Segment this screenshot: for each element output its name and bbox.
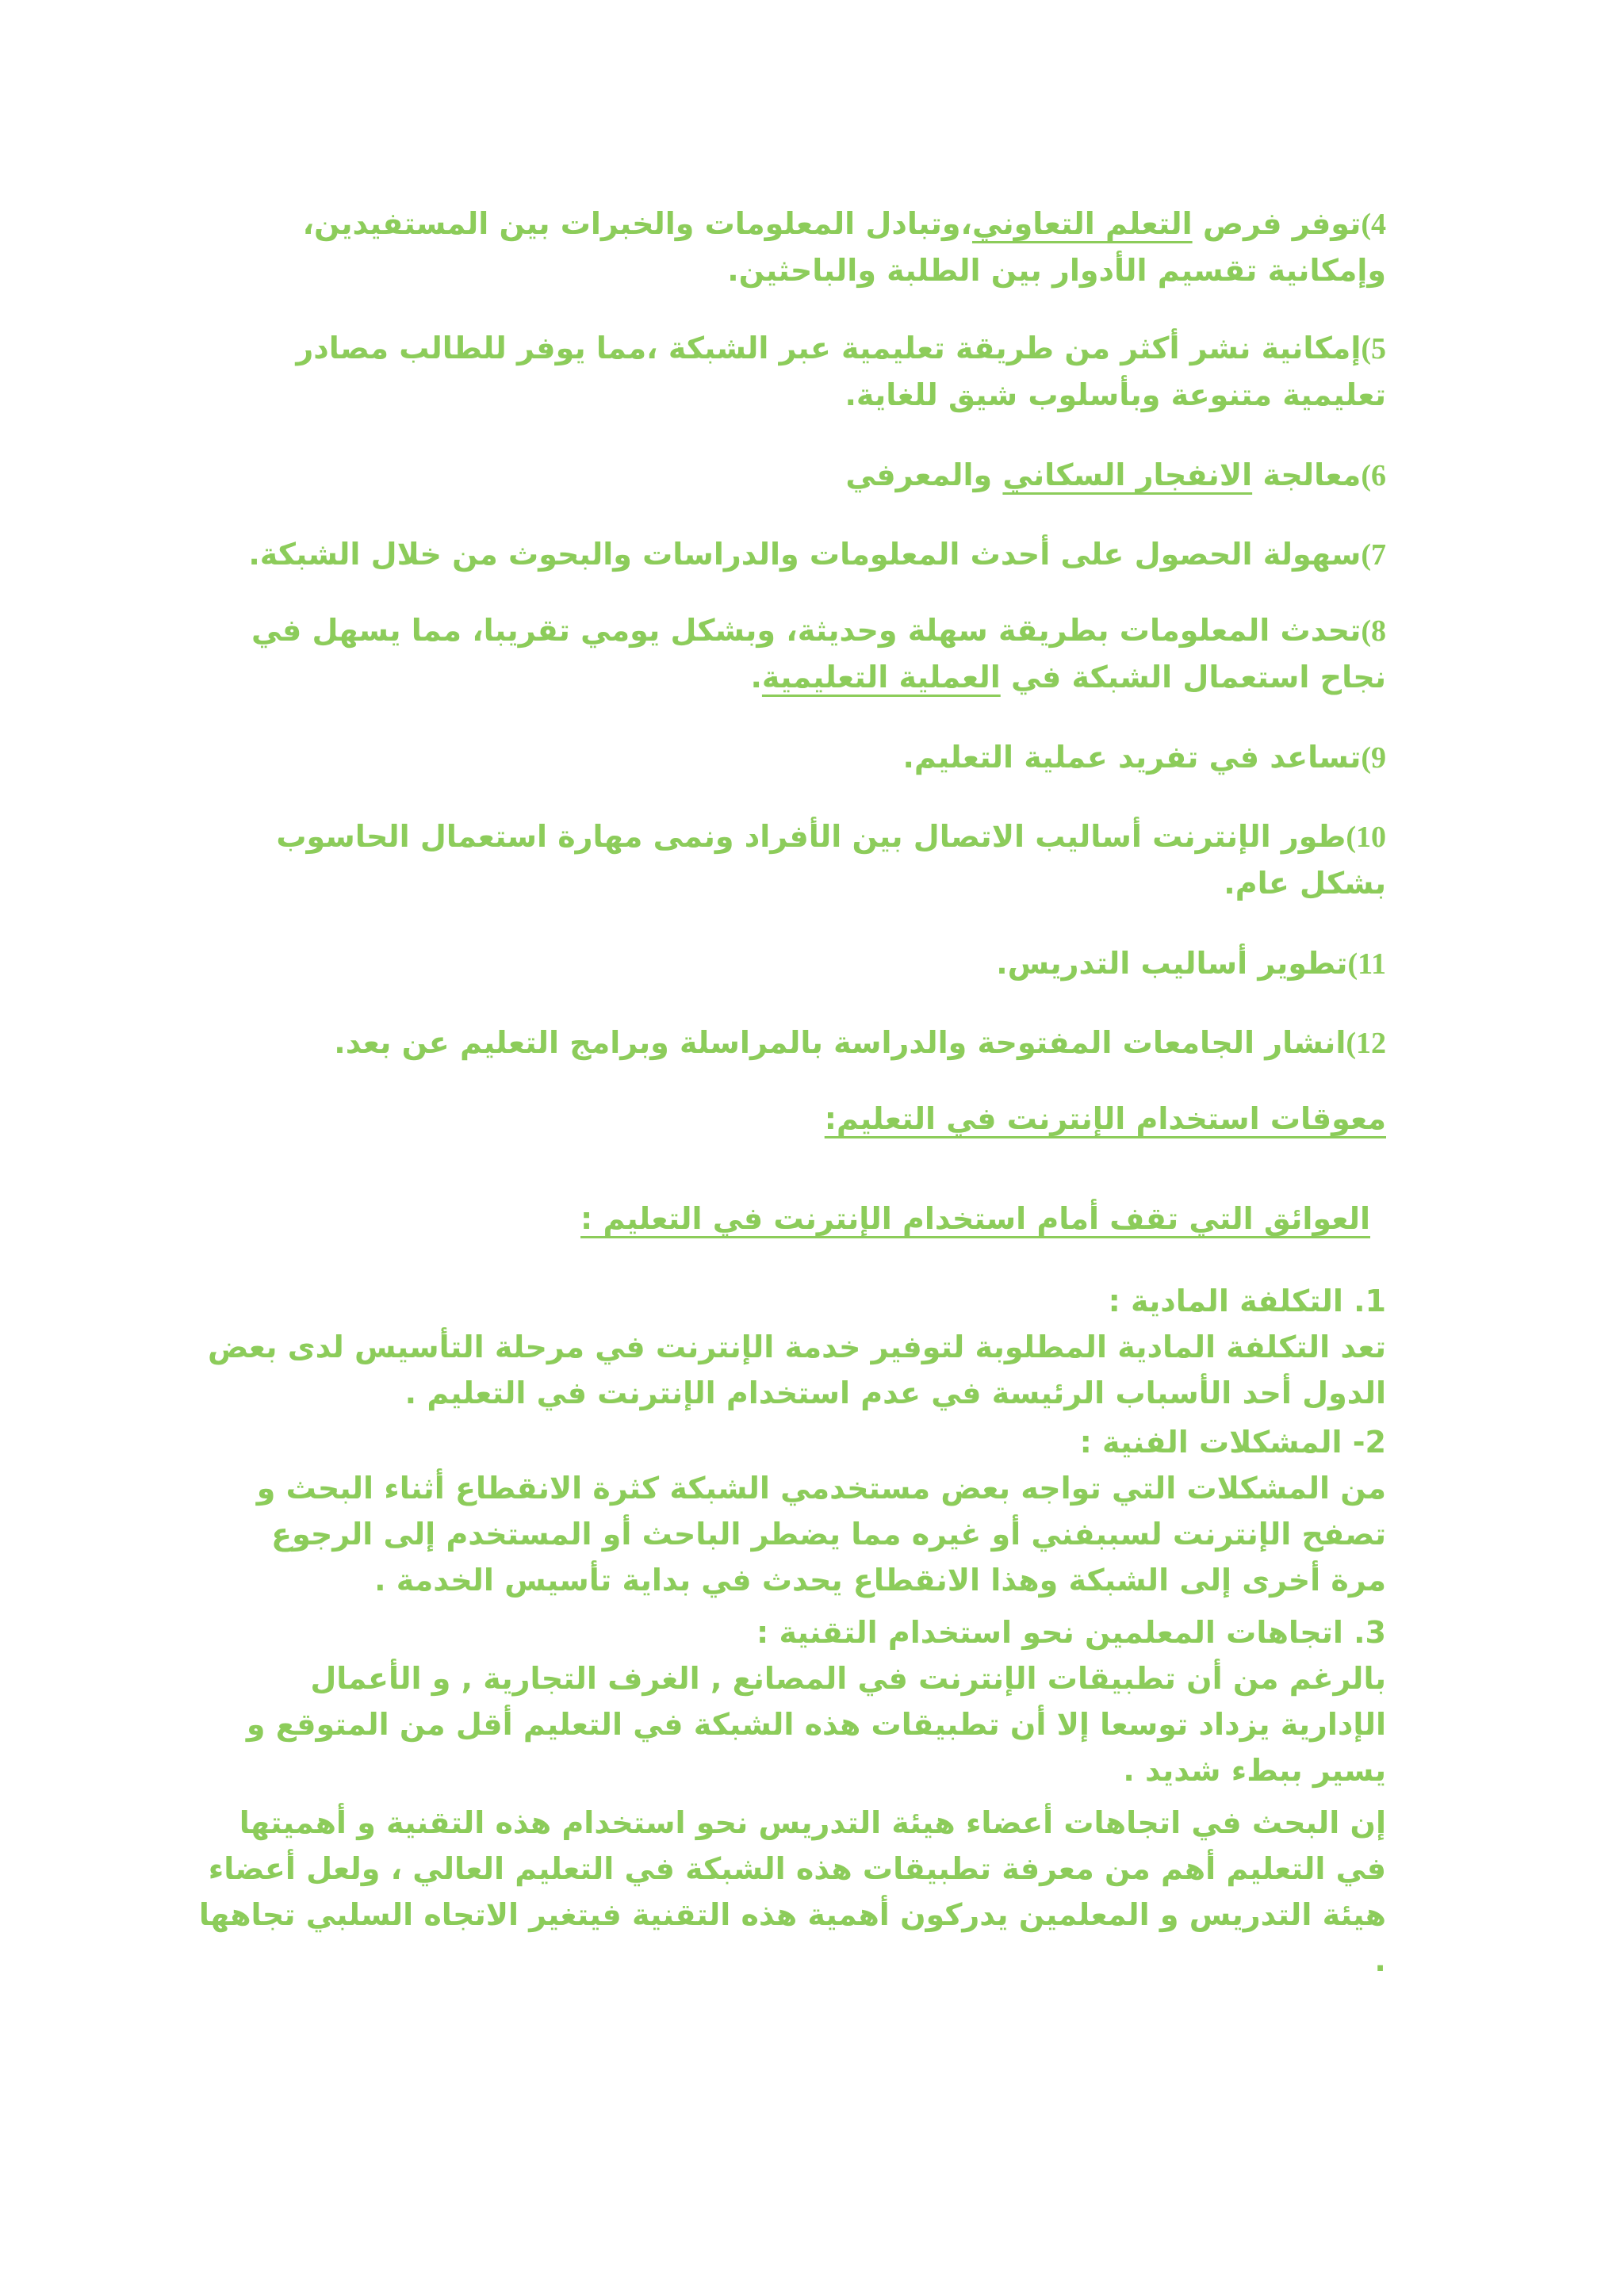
item-text-line2: وإمكانية تقسيم الأدوار بين الطلبة والباحثين. xyxy=(727,253,1386,288)
list-item-9 xyxy=(902,734,1386,781)
item-text: والمعرفي xyxy=(845,457,1003,492)
item-text: تحدث المعلومات بطريقة سهلة وحديثة، وبشكل يومي تقريبا، مما يسهل في xyxy=(251,613,1362,648)
item-number: 11) xyxy=(1347,947,1386,981)
section-line: بالرغم من أن تطبيقات الإنترنت في المصانع , الغرف التجارية , و الأعمال xyxy=(310,1661,1386,1696)
item-text: تساعد في تفريد عملية التعليم. xyxy=(902,740,1362,775)
item-number: 7) xyxy=(1361,538,1386,572)
item-text: . xyxy=(750,660,762,695)
list-item-6 xyxy=(845,452,1386,499)
section-title: 2- المشكلات الفنية : xyxy=(1079,1425,1386,1460)
paragraph-line: هيئة التدريس و المعلمين يدركون أهمية هذه التقنية فيتغير الاتجاه السلبي تجاهها xyxy=(198,1897,1386,1932)
section-line: الدول أحد الأسباب الرئيسة في عدم استخدام الإنترنت في التعليم . xyxy=(404,1376,1386,1410)
section-cost xyxy=(207,1278,1386,1416)
item-text: انشار الجامعات المفتوحة والدراسة بالمراسلة وبرامج التعليم عن بعد. xyxy=(334,1025,1346,1060)
item-number: 5) xyxy=(1361,332,1386,365)
item-text: سهولة الحصول على أحدث المعلومات والدراسات والبحوث من خلال الشبكة. xyxy=(248,537,1362,572)
paragraph-line: إن البحث في اتجاهات أعضاء هيئة التدريس نحو استخدام هذه التقنية و أهميتها xyxy=(239,1805,1386,1840)
section-line: مرة أخرى إلى الشبكة وهذا الانقطاع يحدث في بداية تأسيس الخدمة . xyxy=(374,1563,1386,1598)
list-item-11 xyxy=(996,940,1386,987)
item-text-line2: بشكل عام. xyxy=(1224,866,1386,901)
paragraph-line: في التعليم أهم من معرفة تطبيقات هذه الشبكة في التعليم العالي ، ولعل أعضاء xyxy=(208,1851,1386,1886)
item-number: 12) xyxy=(1346,1027,1386,1060)
section-line: من المشكلات التي تواجه بعض مستخدمي الشبكة كثرة الانقطاع أثناء البحث و xyxy=(256,1471,1386,1506)
item-text: تطوير أساليب التدريس. xyxy=(996,946,1348,981)
underlined-term: التعلم التعاوني xyxy=(971,206,1193,241)
list-item-12 xyxy=(334,1020,1386,1066)
underlined-term: العملية التعليمية xyxy=(761,660,1001,695)
item-text: ،وتبادل المعلومات والخبرات بين المستفيدين، xyxy=(302,206,972,241)
item-text: معالجة xyxy=(1252,457,1362,492)
item-number: 8) xyxy=(1361,614,1386,648)
section-line: يسير ببطء شديد . xyxy=(1123,1753,1386,1788)
section-title: 1. التكلفة المادية : xyxy=(1108,1284,1386,1318)
heading-text: معوقات استخدام الإنترنت في التعليم: xyxy=(824,1101,1386,1136)
item-text-line2: تعليمية متنوعة وبأسلوب شيق للغاية. xyxy=(845,377,1386,412)
list-item-4 xyxy=(303,201,1386,293)
heading-obstacles xyxy=(825,1096,1386,1142)
section-attitudes xyxy=(246,1609,1386,1793)
section-line: الإدارية يزداد توسعا إلا أن تطبيقات هذه الشبكة في التعليم أقل من المتوقع و xyxy=(246,1707,1386,1742)
section-technical xyxy=(256,1419,1386,1603)
item-number: 4) xyxy=(1361,208,1386,241)
item-text: توفر فرص xyxy=(1192,206,1362,241)
section-title: 3. اتجاهات المعلمين نحو استخدام التقنية : xyxy=(756,1615,1386,1650)
item-number: 10) xyxy=(1346,821,1386,854)
list-item-5 xyxy=(296,325,1386,418)
list-item-10 xyxy=(276,813,1386,906)
paragraph-line: . xyxy=(1374,1943,1386,1978)
closing-paragraph xyxy=(198,1800,1386,1984)
subheading-obstacles xyxy=(580,1196,1370,1242)
item-number: 6) xyxy=(1361,459,1386,492)
item-number: 9) xyxy=(1361,741,1386,775)
section-line: تصفح الإنترنت لسببفني أو غيره مما يضطر الباحث أو المستخدم إلى الرجوع xyxy=(271,1517,1386,1552)
item-text: نجاح استعمال الشبكة في xyxy=(1000,660,1386,695)
subheading-text: العوائق التي تقف أمام استخدام الإنترنت في التعليم : xyxy=(580,1201,1370,1236)
section-line: تعد التكلفة المادية المطلوبة لتوفير خدمة الإنترنت في مرحلة التأسيس لدى بعض xyxy=(207,1330,1386,1364)
list-item-8 xyxy=(251,607,1386,700)
underlined-term: الانفجار السكاني xyxy=(1002,457,1253,492)
item-text: طور الإنترنت أساليب الاتصال بين الأفراد ونمى مهارة استعمال الحاسوب xyxy=(276,819,1346,854)
list-item-7 xyxy=(248,531,1386,578)
item-text: إمكانية نشر أكثر من طريقة تعليمية عبر الشبكة ،مما يوفر للطالب مصادر xyxy=(296,331,1362,365)
